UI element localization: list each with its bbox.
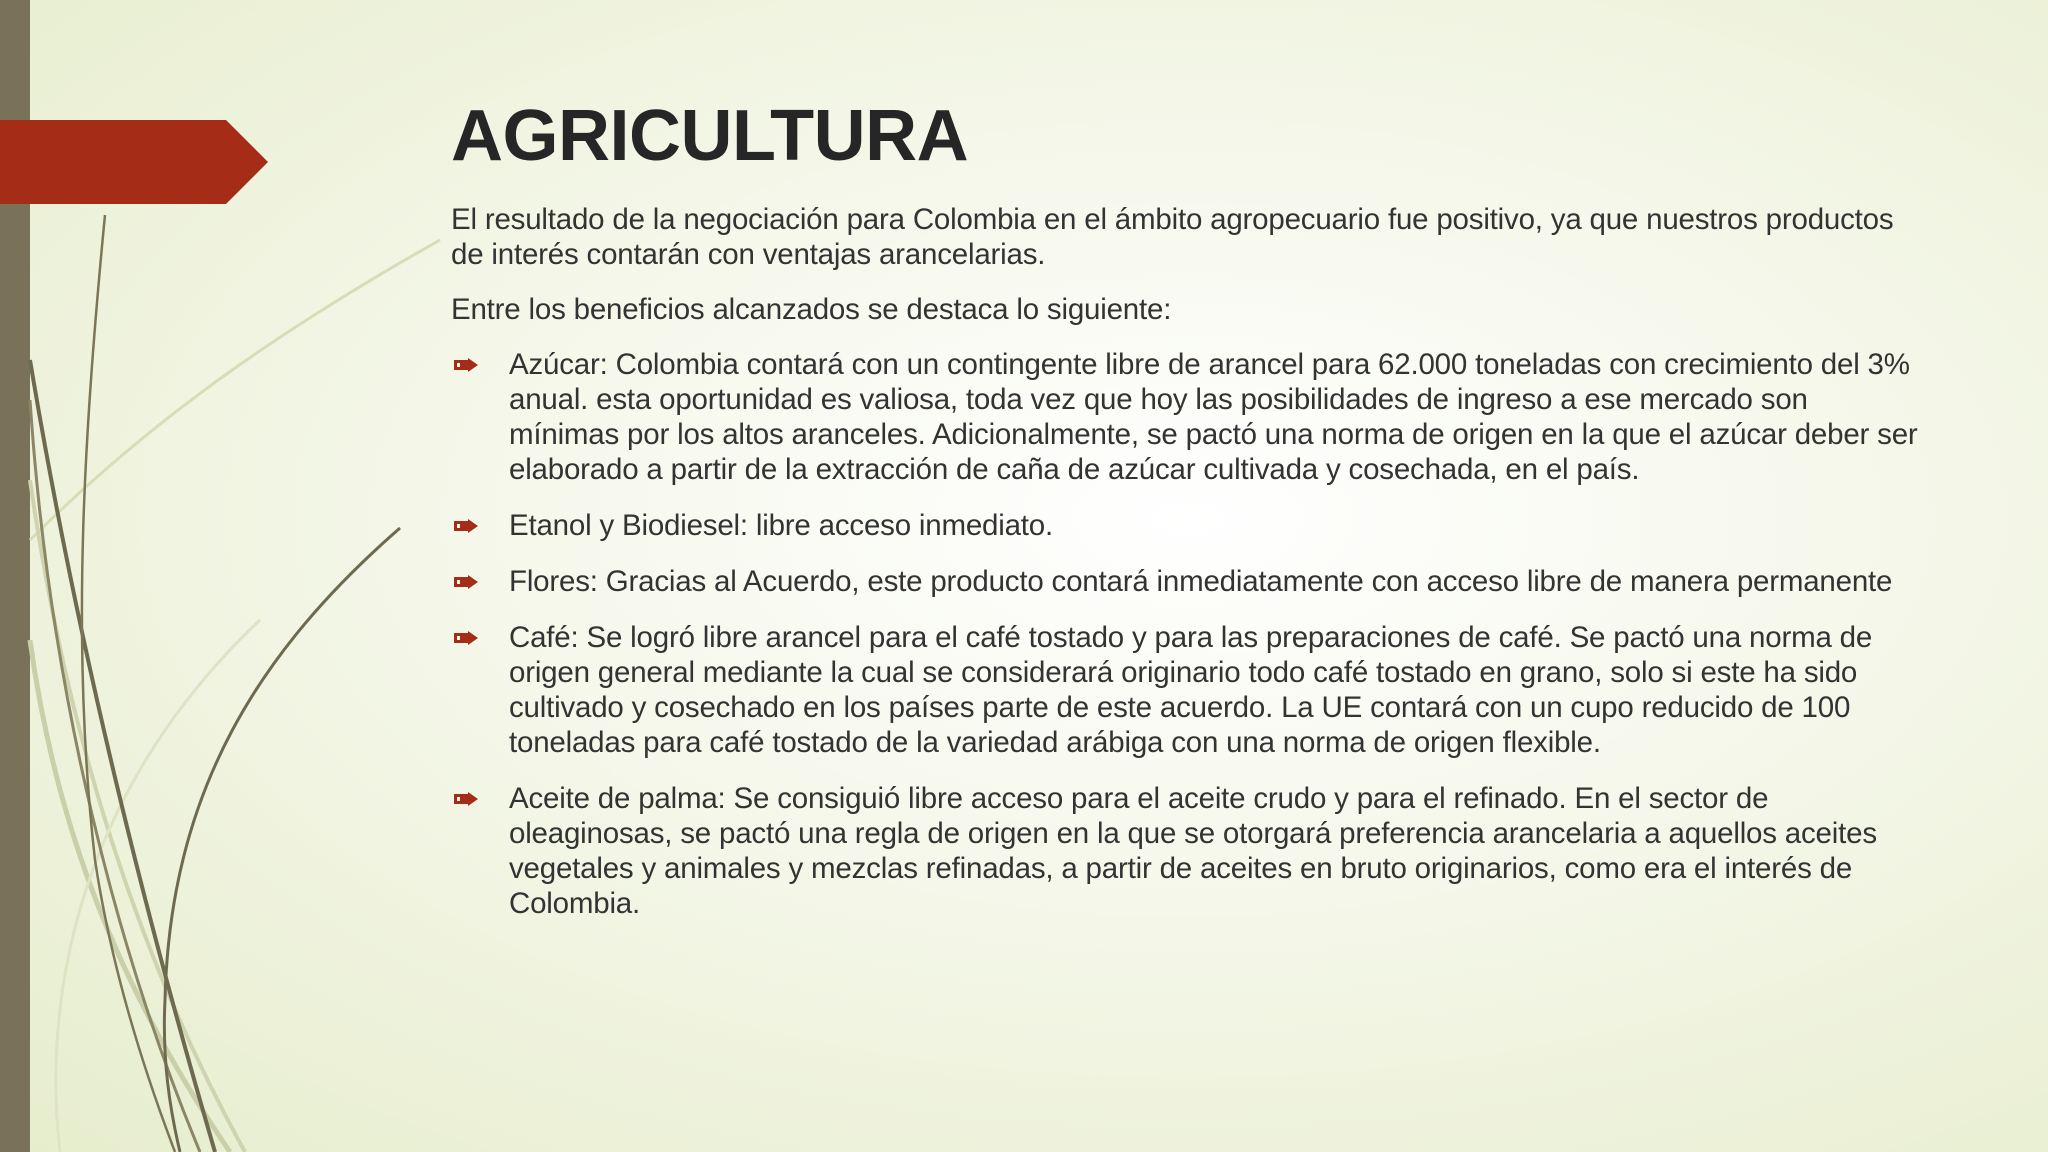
bullet-text: Aceite de palma: Se consiguió libre acceso para el aceite crudo y para el refinado. En el sector de oleaginosas, se pactó una regla de origen en la que se otorgará preferencia arancelaria a aquellos aceites vegetales y animales y mezclas refinadas, a partir de aceites en bruto originarios, como era el interés de Colombia. [509,782,1877,920]
intro-paragraph: El resultado de la negociación para Colombia en el ámbito agropecuario fue positivo, ya que nuestros productos de interés contarán con ventajas arancelarias. [451,203,1894,271]
title-arrow-shape [0,0,270,210]
arrow-bullet-icon [454,358,478,372]
list-item-azucar [451,347,1921,487]
list-item-etanol [451,508,1921,543]
bullet-text: Etanol y Biodiesel: libre acceso inmediato. [509,509,1054,542]
slide-content [451,90,1921,942]
bullet-text: Azúcar: Colombia contará con un contingente libre de arancel para 62.000 toneladas con crecimiento del 3% anual. esta oportunidad es valiosa, toda vez que hoy las posibilidades de ingreso a ese mercado son mínimas por los altos aranceles. Adicionalmente, se pactó una norma de origen en la que el azúcar deber ser elaborado a partir de la extracción de caña de azúcar cultivada y cosechada, en el país. [509,348,1918,486]
arrow-bullet-icon [454,519,478,533]
benefits-list [451,347,1921,921]
bullet-text: Flores: Gracias al Acuerdo, este producto contará inmediatamente con acceso libre de manera permanente [509,565,1893,598]
slide-title: AGRICULTURA [451,96,969,176]
arrow-bullet-icon [454,792,478,806]
arrow-bullet-icon [454,575,478,589]
lead-paragraph: Entre los beneficios alcanzados se destaca lo siguiente: [451,293,1172,326]
list-item-cafe [451,620,1921,760]
list-item-flores [451,564,1921,599]
list-item-aceite-de-palma [451,781,1921,921]
bullet-text: Café: Se logró libre arancel para el café tostado y para las preparaciones de café. Se pactó una norma de origen general mediante la cual se considerará originario todo café tostado en grano, solo si este ha sido cultivado y cosechado en los países parte de este acuerdo. La UE contará con un cupo reducido de 100 toneladas para café tostado de la variedad arábiga con una norma de origen flexible. [509,621,1873,759]
arrow-bullet-icon [454,631,478,645]
